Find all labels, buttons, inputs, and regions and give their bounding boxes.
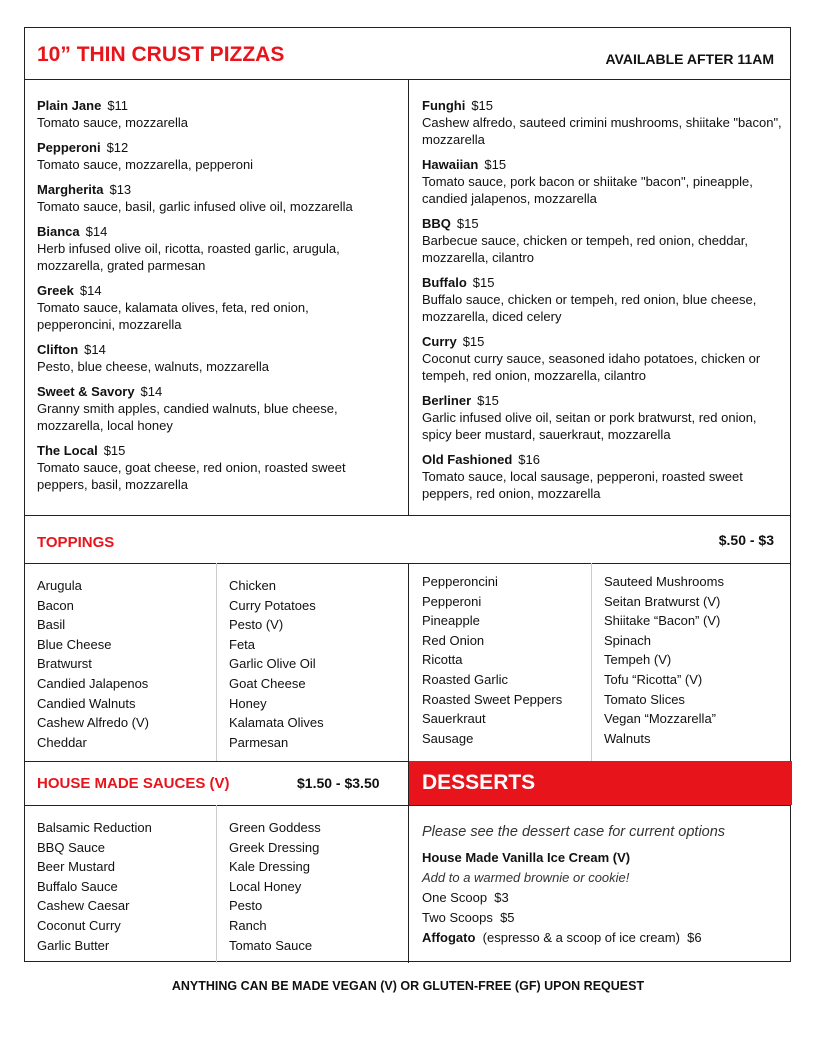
list-item: Blue Cheese <box>37 636 112 652</box>
list-item: Tofu “Ricotta” (V) <box>604 671 703 687</box>
desserts-content <box>422 822 782 948</box>
pizza-description: Tomato sauce, kalamata olives, feta, red onion, pepperoncini, mozzarella <box>37 300 309 332</box>
pizza-item <box>37 181 387 215</box>
list-item: Roasted Sweet Peppers <box>422 691 563 707</box>
list-item: Ranch <box>229 917 267 933</box>
list-item: Kale Dressing <box>229 859 310 875</box>
pizza-item <box>422 333 782 384</box>
list-item: Goat Cheese <box>229 675 306 691</box>
pizza-name: BBQ <box>422 216 451 231</box>
list-item: Balsamic Reduction <box>37 820 152 835</box>
pizza-description: Tomato sauce, pork bacon or shiitake "bacon", pineapple, candied jalapenos, mozzarella <box>422 174 753 206</box>
list-item: Honey <box>229 695 267 711</box>
affogato-price: $6 <box>687 930 702 945</box>
list-item: BBQ Sauce <box>37 839 105 855</box>
list-item: Buffalo Sauce <box>37 878 118 894</box>
pizza-description: Tomato sauce, local sausage, pepperoni, roasted sweet peppers, red onion, mozzarella <box>422 469 743 501</box>
pizza-price: $15 <box>484 157 507 172</box>
one-scoop-price: $3 <box>494 890 509 905</box>
affogato-desc: (espresso & a scoop of ice cream) <box>482 930 680 945</box>
list-item: Cheddar <box>37 734 87 750</box>
pizza-item <box>37 383 387 434</box>
pizza-item <box>422 215 782 266</box>
pizza-description: Herb infused olive oil, ricotta, roasted garlic, arugula, mozzarella, grated parmesan <box>37 241 340 273</box>
list-item: Pesto <box>229 898 263 914</box>
divider <box>408 761 409 963</box>
list-item: Sauerkraut <box>422 711 486 727</box>
list-item: Tempeh (V) <box>604 652 672 668</box>
pizza-price: $14 <box>140 384 163 399</box>
toppings-col-1 <box>37 576 149 752</box>
pizza-description: Barbecue sauce, chicken or tempeh, red onion, cheddar, mozzarella, cilantro <box>422 233 748 265</box>
pizza-price: $11 <box>107 98 129 113</box>
pizza-description: Tomato sauce, mozzarella, pepperoni <box>37 157 254 172</box>
list-item: Basil <box>37 617 66 633</box>
list-item: Green Goddess <box>229 820 321 835</box>
pizza-description: Tomato sauce, goat cheese, red onion, roasted sweet peppers, basil, mozzarella <box>37 460 346 492</box>
list-item: Parmesan <box>229 734 289 750</box>
list-item: Curry Potatoes <box>229 597 316 613</box>
sauces-price: $1.50 - $3.50 <box>297 775 380 791</box>
list-item: Bratwurst <box>37 656 92 672</box>
pizza-price: $15 <box>103 443 126 458</box>
list-item: Cashew Alfredo (V) <box>37 715 149 731</box>
divider <box>216 805 217 963</box>
pizza-item <box>422 392 782 443</box>
list-item: Beer Mustard <box>37 859 116 875</box>
list-item: Chicken <box>229 578 276 593</box>
divider <box>591 563 592 761</box>
pizza-name: Greek <box>37 283 74 298</box>
pizza-name: Plain Jane <box>37 98 102 113</box>
pizza-description: Tomato sauce, basil, garlic infused olive oil, mozzarella <box>37 199 353 214</box>
list-item: Vegan “Mozzarella” <box>604 711 716 727</box>
desserts-title: DESSERTS <box>408 761 792 805</box>
list-item: Spinach <box>604 632 651 648</box>
pizza-name: Bianca <box>37 224 80 239</box>
pizza-price: $14 <box>84 342 106 357</box>
list-item: Coconut Curry <box>37 917 121 933</box>
pizza-description: Tomato sauce, mozzarella <box>37 115 189 130</box>
sauces-col-2 <box>229 818 321 955</box>
pizza-item <box>37 442 387 493</box>
divider <box>408 563 409 761</box>
list-item: Sausage <box>422 730 474 746</box>
pizza-description: Granny smith apples, candied walnuts, blue cheese, mozzarella, local honey <box>37 401 338 433</box>
pizza-item <box>37 282 387 333</box>
pizza-description: Pesto, blue cheese, walnuts, mozzarella <box>37 359 269 374</box>
list-item: Candied Walnuts <box>37 695 136 711</box>
list-item: Pineapple <box>422 613 480 629</box>
list-item: Seitan Bratwurst (V) <box>604 593 721 609</box>
pizza-price: $15 <box>471 98 494 113</box>
pizza-name: Hawaiian <box>422 157 479 172</box>
list-item: Red Onion <box>422 632 485 648</box>
pizza-price: $15 <box>462 334 485 349</box>
pizza-price: $15 <box>477 393 499 408</box>
list-item: Candied Jalapenos <box>37 675 149 691</box>
pizza-name: Margherita <box>37 182 104 197</box>
pizza-name: Old Fashioned <box>422 452 513 467</box>
ice-cream-addon: Add to a warmed brownie or cookie! <box>422 870 630 885</box>
list-item: Bacon <box>37 597 74 613</box>
pizza-price: $14 <box>85 224 108 239</box>
toppings-title: TOPPINGS <box>37 534 115 551</box>
list-item: Greek Dressing <box>229 839 320 855</box>
affogato-label: Affogato <box>422 930 476 945</box>
toppings-col-2 <box>229 576 324 752</box>
pizza-item <box>422 156 782 207</box>
divider <box>408 79 409 515</box>
two-scoops-label: Two Scoops <box>422 910 493 925</box>
list-item: Local Honey <box>229 878 302 894</box>
pizza-item <box>37 97 387 131</box>
list-item: Arugula <box>37 578 82 593</box>
pizza-item <box>422 97 782 148</box>
pizza-name: Pepperoni <box>37 140 101 155</box>
toppings-col-3 <box>422 572 562 748</box>
list-item: Feta <box>229 636 256 652</box>
pizza-name: Clifton <box>37 342 79 357</box>
pizza-price: $14 <box>79 283 102 298</box>
pizza-description: Cashew alfredo, sauteed crimini mushrooms, shiitake "bacon", mozzarella <box>422 115 782 147</box>
one-scoop <box>422 888 782 908</box>
two-scoops <box>422 908 782 928</box>
pizzas-title: 10” THIN CRUST PIZZAS <box>37 43 285 66</box>
toppings-price: $.50 - $3 <box>718 532 774 548</box>
list-item: Roasted Garlic <box>422 671 508 687</box>
list-item: Ricotta <box>422 652 463 668</box>
affogato <box>422 928 782 948</box>
pizza-item <box>422 451 782 502</box>
list-item: Tomato Slices <box>604 691 685 707</box>
pizza-price: $13 <box>109 182 132 197</box>
one-scoop-label: One Scoop <box>422 890 488 905</box>
list-item: Pepperoni <box>422 593 482 609</box>
pizza-description: Buffalo sauce, chicken or tempeh, red onion, blue cheese, mozzarella, diced celery <box>422 292 757 324</box>
pizza-item <box>37 223 387 274</box>
pizza-price: $16 <box>518 452 540 467</box>
list-item: Sauteed Mushrooms <box>604 574 724 589</box>
pizza-name: Berliner <box>422 393 472 408</box>
pizza-list-right <box>422 97 782 510</box>
pizza-name: The Local <box>37 443 98 458</box>
list-item: Cashew Caesar <box>37 898 130 914</box>
sauces-col-1 <box>37 818 152 955</box>
list-item: Walnuts <box>604 730 651 746</box>
pizza-item <box>422 274 782 325</box>
desserts-note: Please see the dessert case for current options <box>422 824 726 840</box>
divider <box>216 563 217 761</box>
pizza-item <box>37 139 387 173</box>
list-item: Tomato Sauce <box>229 937 313 953</box>
pizza-price: $15 <box>472 275 495 290</box>
list-item: Shiitake “Bacon” (V) <box>604 613 721 629</box>
pizza-description: Coconut curry sauce, seasoned idaho potatoes, chicken or tempeh, red onion, mozzarella, cilantro <box>422 351 761 383</box>
list-item: Pesto (V) <box>229 617 284 633</box>
list-item: Pepperoncini <box>422 574 498 589</box>
ice-cream-title: House Made Vanilla Ice Cream (V) <box>422 850 631 865</box>
two-scoops-price: $5 <box>500 910 515 925</box>
menu-frame <box>24 27 791 962</box>
sauces-title: HOUSE MADE SAUCES (V) <box>37 775 230 792</box>
pizza-price: $15 <box>456 216 479 231</box>
pizza-description: Garlic infused olive oil, seitan or pork bratwurst, red onion, spicy beer mustard, sauerkraut, mozzarella <box>422 410 757 442</box>
divider <box>25 515 790 516</box>
list-item: Garlic Olive Oil <box>229 656 316 672</box>
pizza-item <box>37 341 387 375</box>
pizza-name: Buffalo <box>422 275 467 290</box>
pizza-name: Curry <box>422 334 457 349</box>
pizza-name: Funghi <box>422 98 466 113</box>
list-item: Kalamata Olives <box>229 715 324 731</box>
footer-note: ANYTHING CAN BE MADE VEGAN (V) OR GLUTEN-FREE (GF) UPON REQUEST <box>171 979 645 993</box>
toppings-col-4 <box>604 572 724 748</box>
list-item: Garlic Butter <box>37 937 110 953</box>
pizza-list-left <box>37 97 387 501</box>
pizza-price: $12 <box>106 140 129 155</box>
pizza-name: Sweet & Savory <box>37 384 135 399</box>
pizzas-availability: AVAILABLE AFTER 11AM <box>605 51 774 67</box>
